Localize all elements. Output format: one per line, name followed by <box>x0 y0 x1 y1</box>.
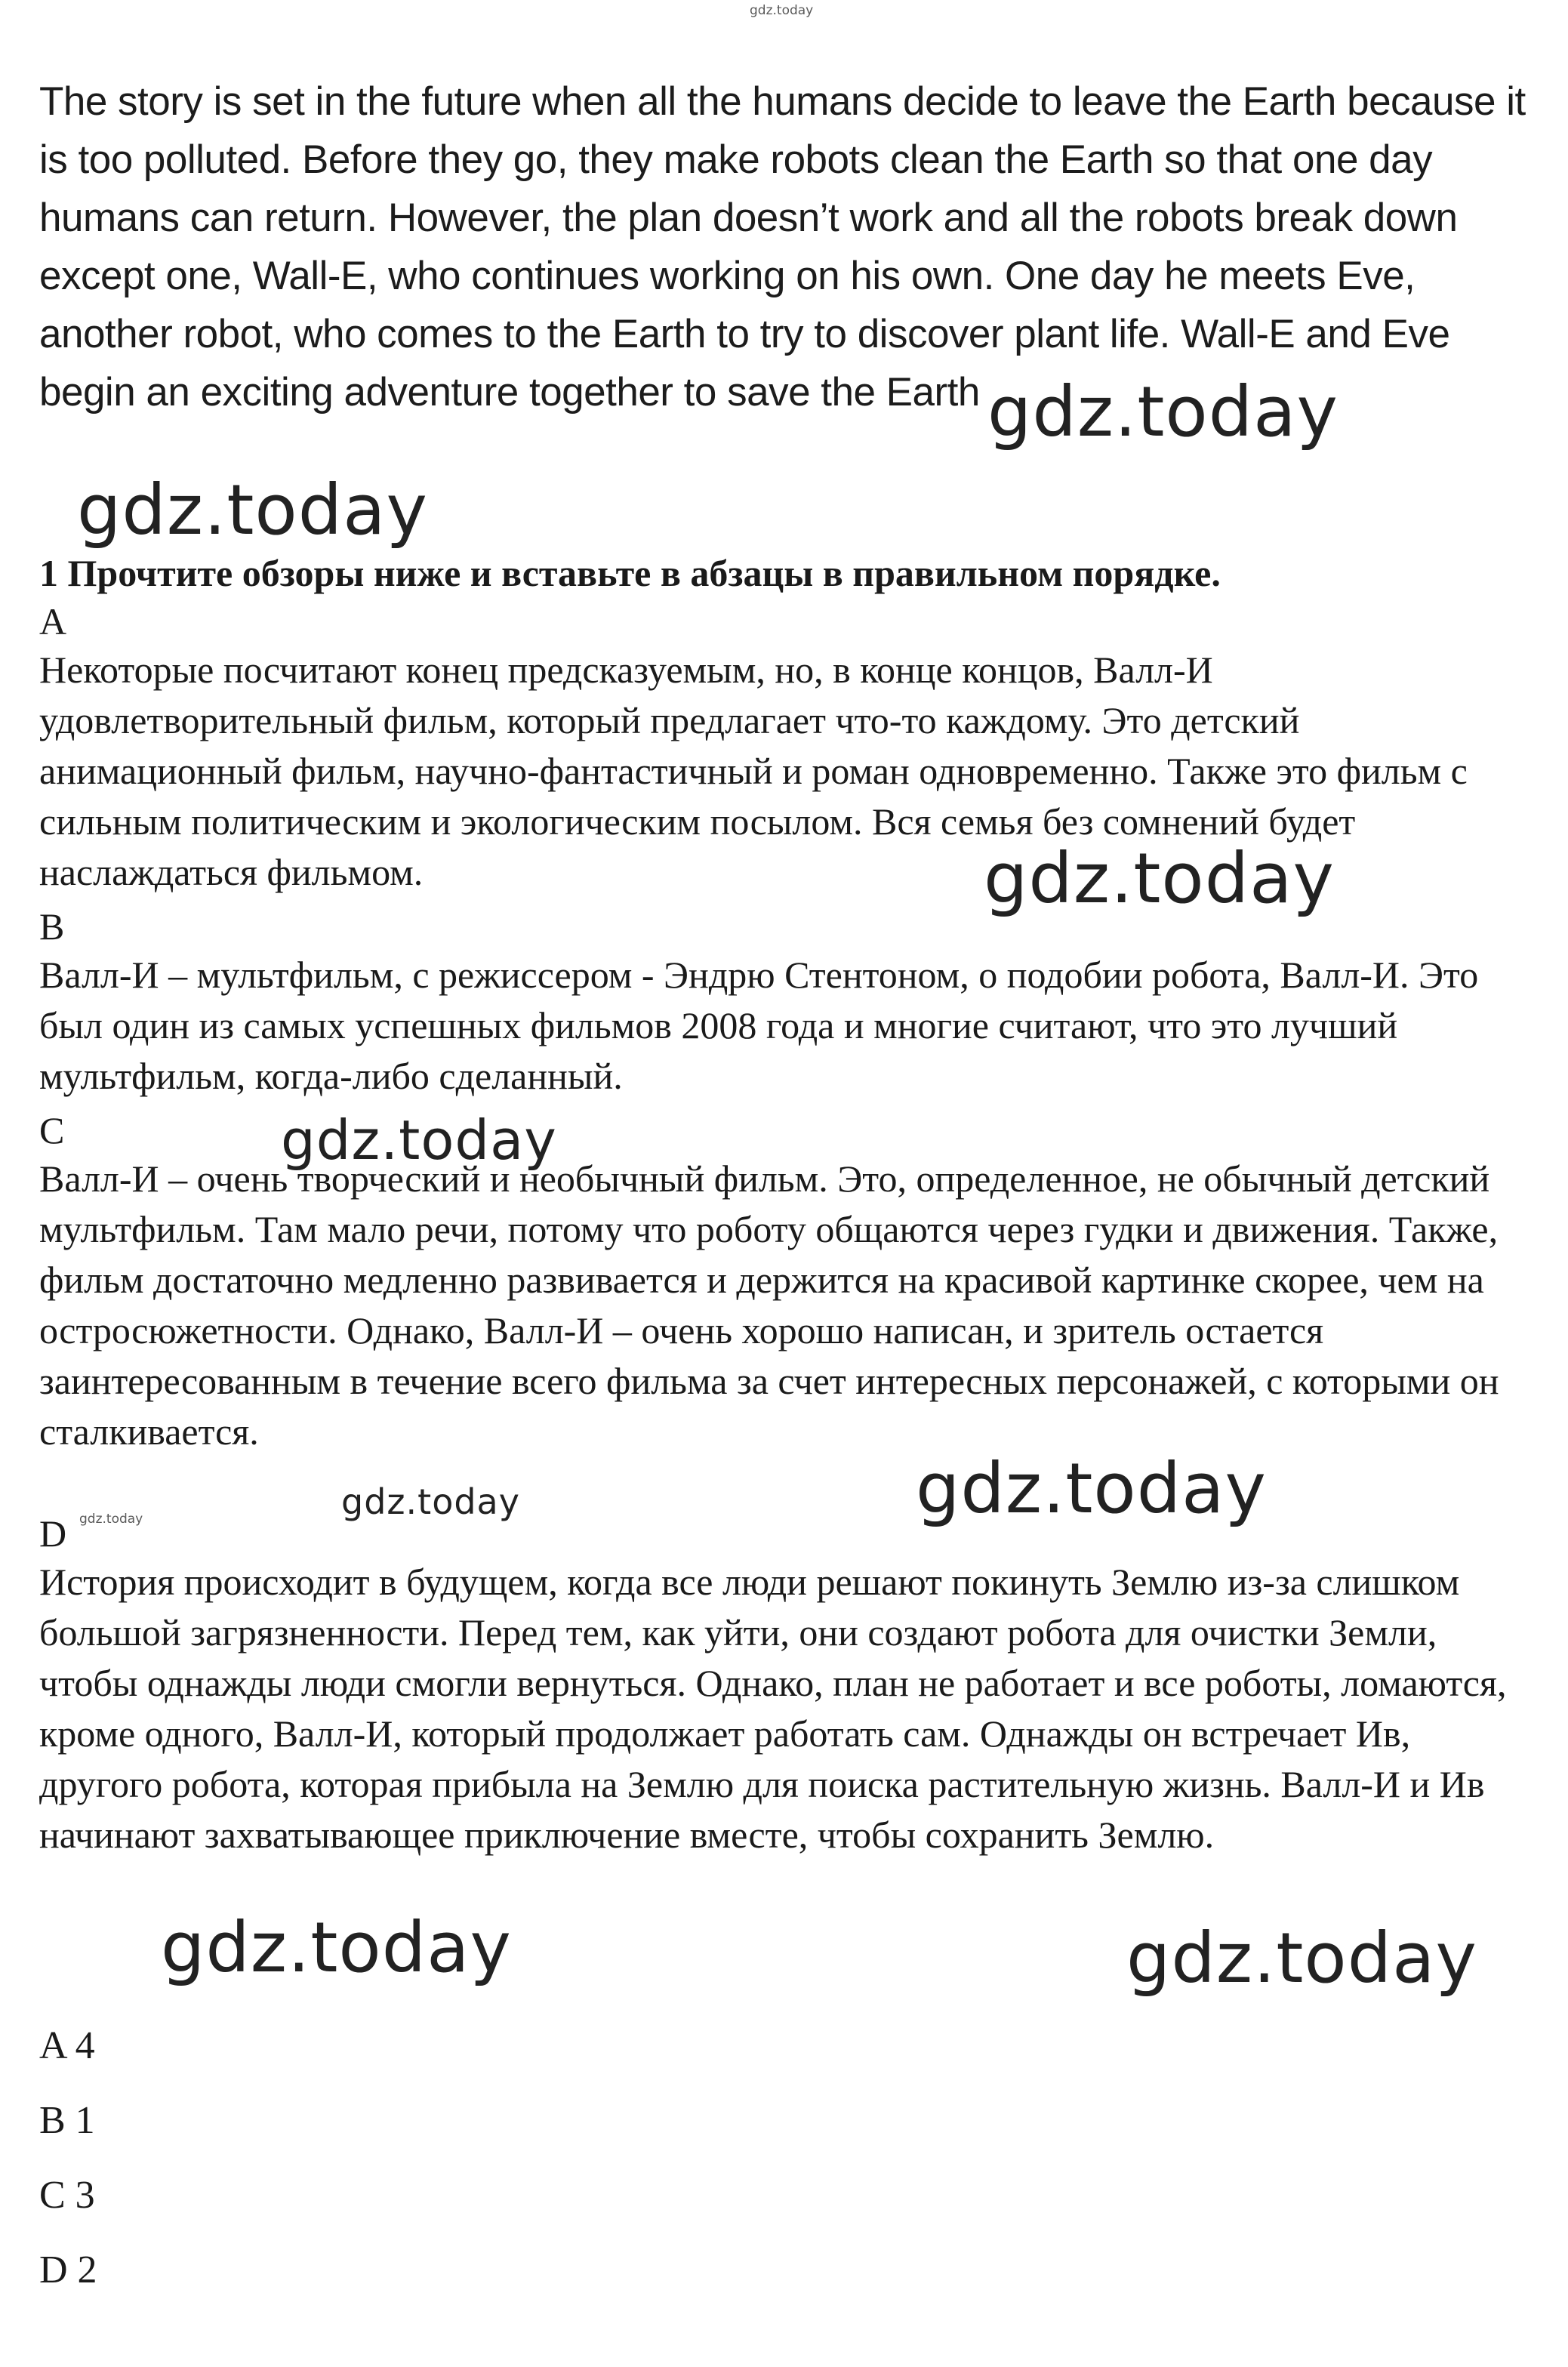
watermark-top: gdz.today <box>750 3 814 18</box>
answer-list <box>39 2008 97 2307</box>
section-c <box>39 1107 1542 1457</box>
section-letter: B <box>39 905 65 948</box>
watermark: gdz.today <box>987 371 1338 452</box>
section-d <box>39 1510 1542 1860</box>
watermark: gdz.today <box>1126 1918 1477 1999</box>
answer-item: D 2 <box>39 2248 97 2291</box>
answer-item: C 3 <box>39 2174 95 2217</box>
section-letter: D <box>39 1512 67 1555</box>
watermark: gdz.today <box>916 1448 1267 1529</box>
watermark-small: gdz.today <box>79 1512 143 1527</box>
watermark: gdz.today <box>341 1481 520 1522</box>
answer-item: B 1 <box>39 2099 95 2142</box>
section-text: Валл-И – мультфильм, с режиссером - Эндрю Стентоном, о подобии робота, Валл-И. Это был один из самых успешных фильмов 2008 года и многие считают, что это лучший мультфильм, когда-либо сделанный. <box>39 954 1479 1097</box>
answer-item: A 4 <box>39 2024 95 2067</box>
task-heading: 1 Прочтите обзоры ниже и вставьте в абзацы в правильном порядке. <box>39 552 1221 594</box>
watermark: gdz.today <box>77 470 428 550</box>
section-text: Некоторые посчитают конец предсказуемым, но, в конце концов, Валл-И удовлетворительный фильм, который предлагает что-то каждому. Это детский анимационный фильм, научно-фантастичный и роман одновременно. Также это фильм с сильным политическим и экологическим посылом. Вся семья без сомнений будет наслаждаться фильмом. <box>39 649 1468 893</box>
watermark: gdz.today <box>984 838 1335 919</box>
section-letter: C <box>39 1109 65 1151</box>
section-letter: A <box>39 600 67 643</box>
section-b <box>39 903 1542 1102</box>
section-text: История происходит в будущем, когда все люди решают покинуть Землю из-за слишком большой загрязненности. Перед тем, как уйти, они создают робота для очистки Земли, чтобы однажды люди смогли вернуться. Однако, план не работает и все роботы, ломаются, кроме одного, Валл-И, который продолжает работать сам. Однажды он встречает Ив, другого робота, которая прибыла на Землю для поиска растительную жизнь. Валл-И и Ив начинают захватывающее приключение вместе, чтобы сохранить Землю. <box>39 1561 1507 1856</box>
section-text: Валл-И – очень творческий и необычный фильм. Это, определенное, не обычный детский мультфильм. Там мало речи, потому что роботу общаются через гудки и движения. Также, фильм достаточно медленно развивается и держится на красивой картинке скорее, чем на остросюжетности. Однако, Валл-И – очень хорошо написан, и зритель остается заинтересованным в течение всего фильма за счет интересных персонажей, с которыми он сталкивается. <box>39 1157 1499 1453</box>
watermark: gdz.today <box>281 1108 557 1172</box>
intro-paragraph: The story is set in the future when all the humans decide to leave the Earth because it is too polluted. Before they go, they make robots clean the Earth so that one day humans can return. However, the plan doesn’t work and all the robots break down except one, Wall-E, who continues working on his own. One day he meets Eve, another robot, who comes to the Earth to try to discover plant life. Wall-E and Eve begin an exciting adventure together to save the Earth <box>39 79 1526 415</box>
watermark: gdz.today <box>161 1907 512 1988</box>
